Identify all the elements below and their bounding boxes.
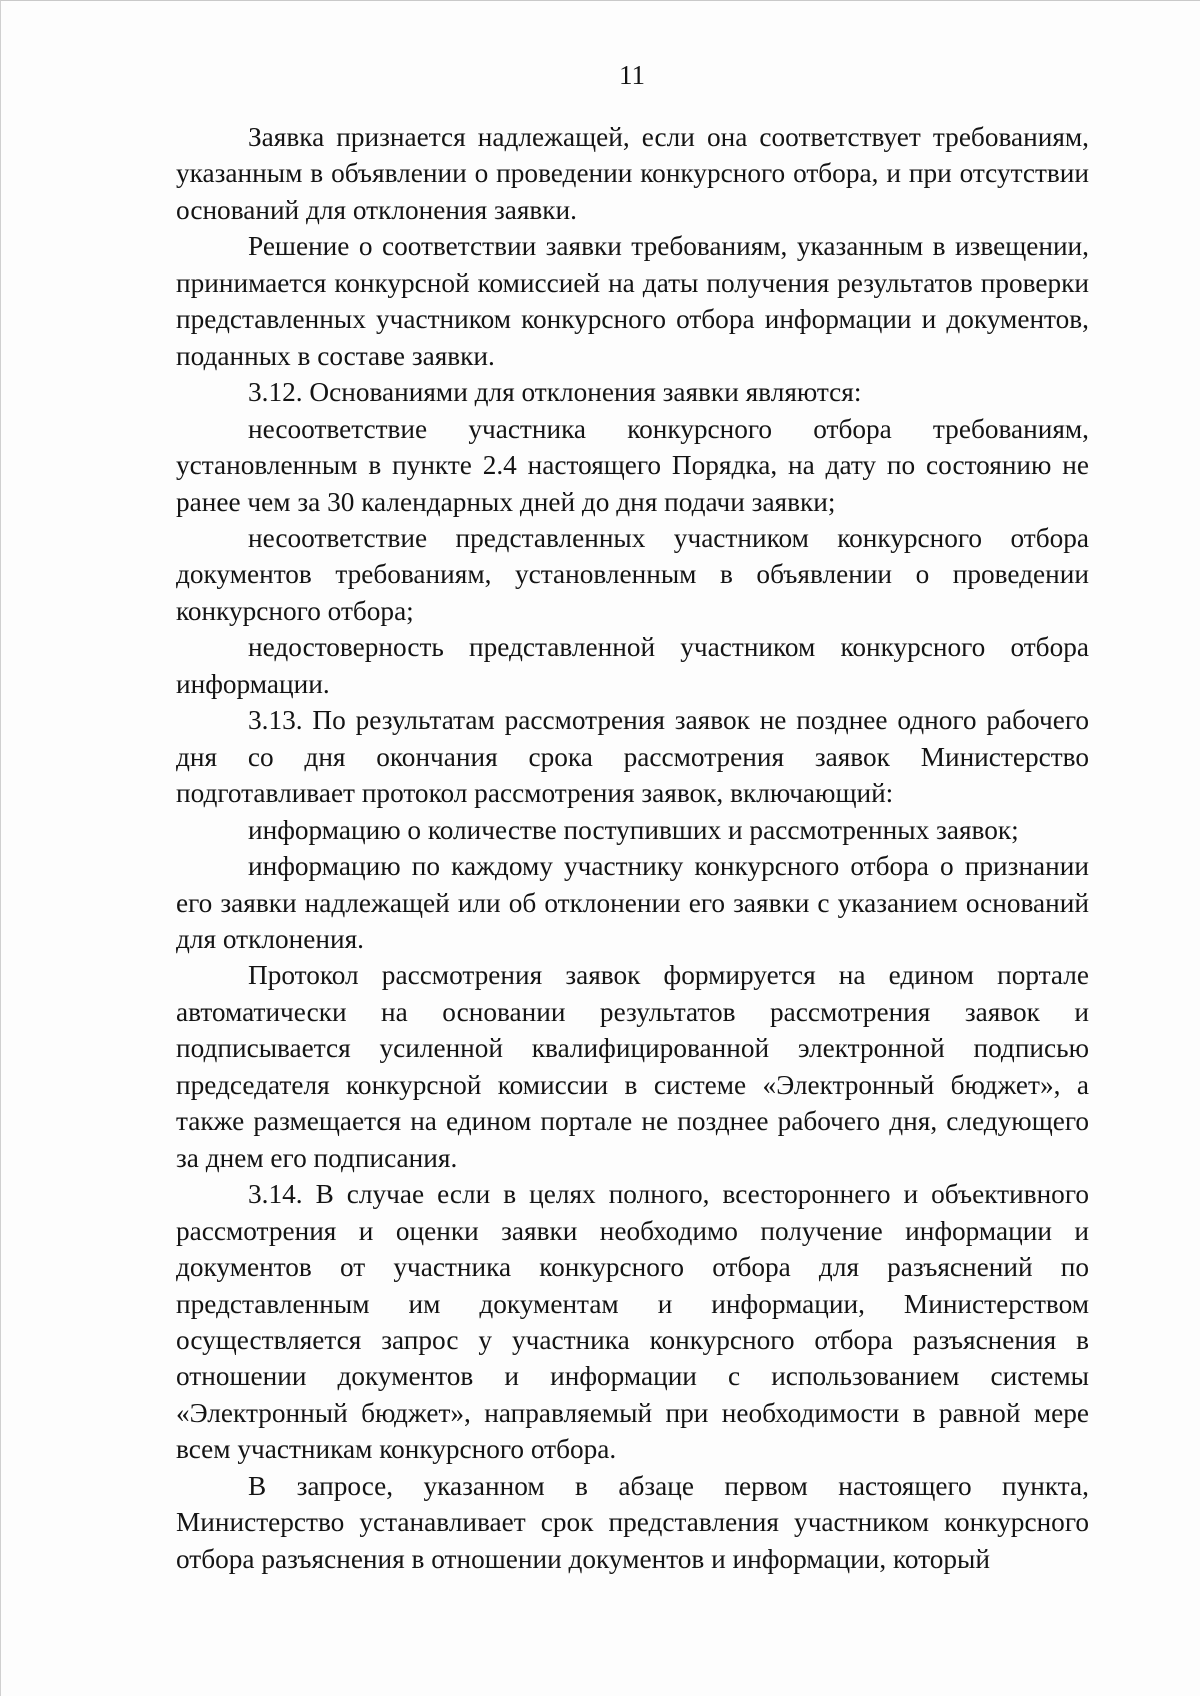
paragraph: 3.13. По результатам рассмотрения заявок не позднее одного рабочего дня со дня окончания срока рассмотрения заявок Министерство подготавливает протокол рассмотрения заявок, включающий: (176, 705, 1089, 809)
paragraph: 3.12. Основаниями для отклонения заявки являются: (248, 377, 862, 408)
paragraph: В запросе, указанном в абзаце первом настоящего пункта, Министерство устанавливает срок представления участником конкурсного отбора разъяснения в отношении документов и информации, который (176, 1470, 1089, 1574)
page-number: 11 (619, 60, 645, 90)
paragraph: 3.14. В случае если в целях полного, всестороннего и объективного рассмотрения и оценки заявки необходимо получение информации и документов от участника конкурсного отбора для разъяснений по представленным им документам и информации, Министерством осуществляется запрос у участника конкурсного отбора разъяснения в отношении документов и информации с использованием системы «Электронный бюджет», направляемый при необходимости в равной мере всем участникам конкурсного отбора. (176, 1179, 1089, 1465)
document-body (176, 119, 1089, 1577)
paragraph: информацию о количестве поступивших и рассмотренных заявок; (248, 814, 1019, 845)
paragraph: Заявка признается надлежащей, если она соответствует требованиям, указанным в объявлении о проведении конкурсного отбора, и при отсутствии оснований для отклонения заявки. (176, 122, 1089, 225)
paragraph: несоответствие представленных участником конкурсного отбора документов требованиям, установленным в объявлении о проведении конкурсного отбора; (176, 522, 1089, 626)
paragraph: недостоверность представленной участником конкурсного отбора информации. (176, 632, 1089, 699)
paragraph: Протокол рассмотрения заявок формируется на едином портале автоматически на основании результатов рассмотрения заявок и подписывается усиленной квалифицированной электронной подписью председателя конкурсной комиссии в системе «Электронный бюджет», а также размещается на едином портале не позднее рабочего дня, следующего за днем его подписания. (176, 960, 1089, 1173)
paragraph: несоответствие участника конкурсного отбора требованиям, установленным в пункте 2.4 настоящего Порядка, на дату по состоянию не ранее чем за 30 календарных дней до дня подачи заявки; (176, 413, 1089, 517)
paragraph: информацию по каждому участнику конкурсного отбора о признании его заявки надлежащей или об отклонении его заявки с указанием оснований для отклонения. (176, 851, 1089, 954)
paragraph: Решение о соответствии заявки требованиям, указанным в извещении, принимается конкурсной комиссией на даты получения результатов проверки представленных участником конкурсного отбора информации и документов, поданных в составе заявки. (176, 231, 1089, 371)
